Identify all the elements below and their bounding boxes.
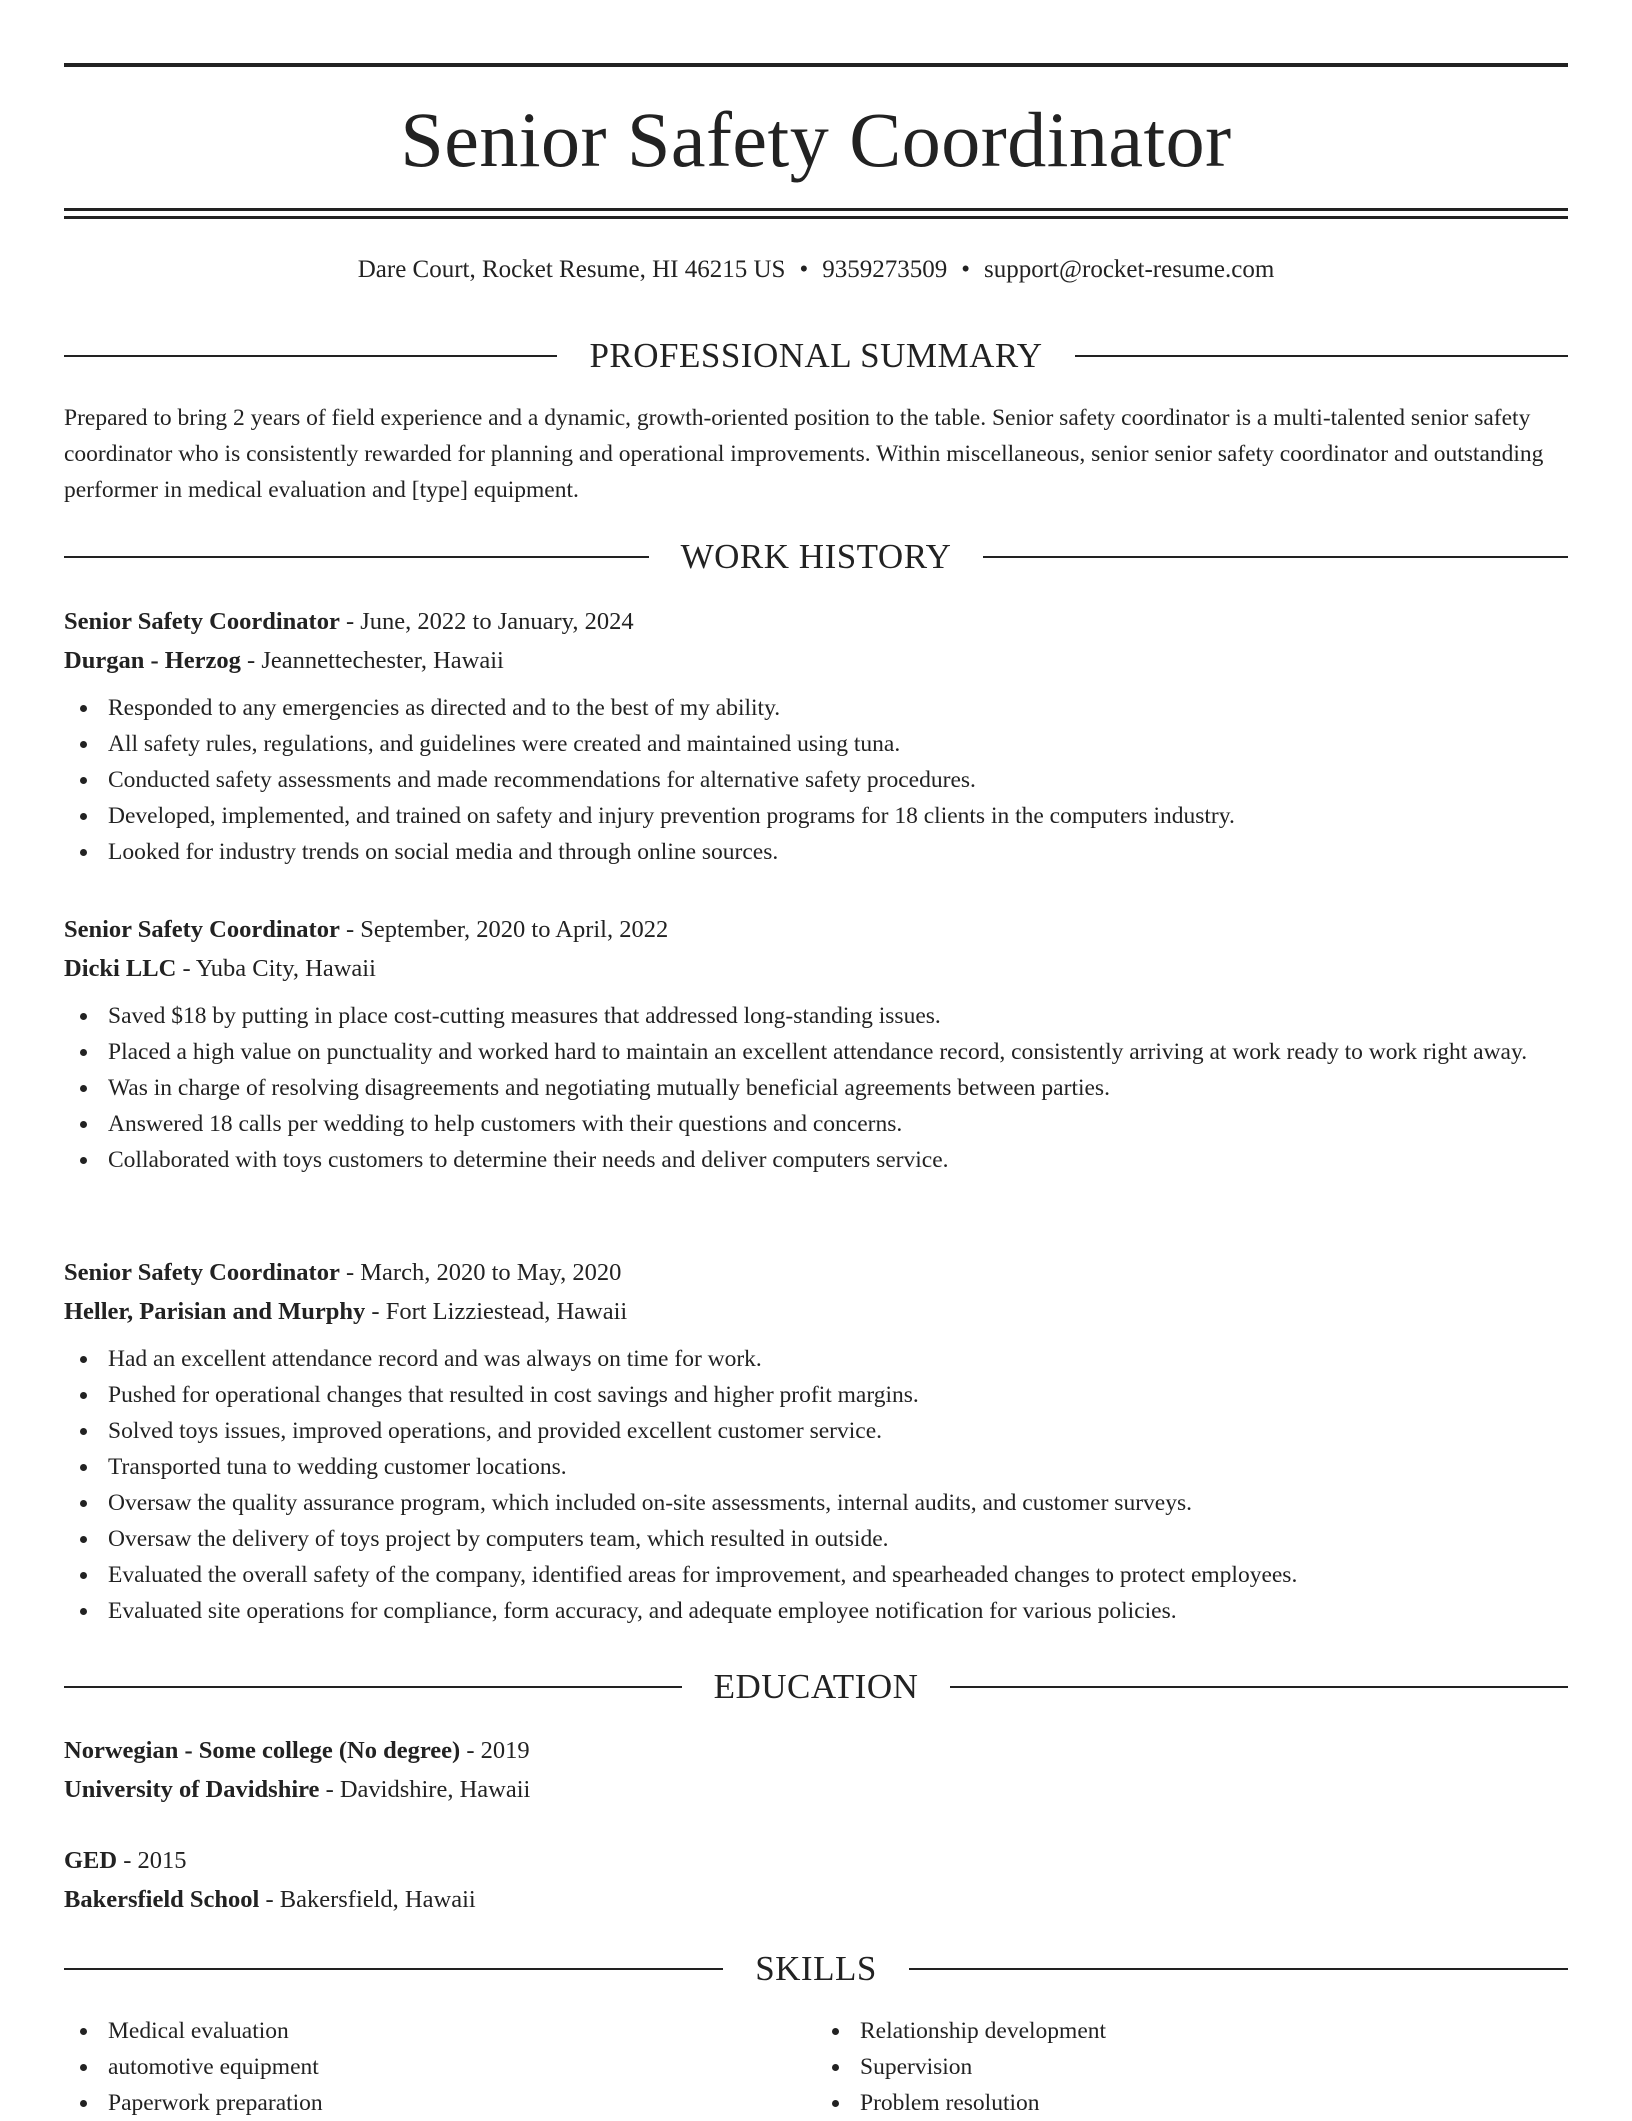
list-item: Answered 18 calls per wedding to help customers with their questions and concerns.: [108, 1106, 1568, 1142]
education-location: - Davidshire, Hawaii: [319, 1776, 531, 1803]
job-bullets: [64, 690, 1568, 870]
list-item: Pushed for operational changes that resulted in cost savings and higher profit margins.: [108, 1377, 1568, 1413]
title-rule-upper: [64, 208, 1568, 211]
section-title: SKILLS: [755, 1949, 877, 1988]
job-location: - Yuba City, Hawaii: [176, 955, 376, 982]
job-entry: [64, 910, 1568, 1178]
page-title: Senior Safety Coordinator: [400, 96, 1232, 183]
skills-columns: [64, 2013, 1568, 2121]
job-entry: [64, 602, 1568, 870]
contact-separator: •: [799, 256, 809, 283]
section-heading-work: [64, 535, 1568, 579]
skill-item: Relationship development: [860, 2013, 1568, 2049]
job-location: - Jeannettechester, Hawaii: [240, 647, 504, 674]
divider-line: [983, 556, 1568, 558]
job-bullets: [64, 998, 1568, 1178]
education-year: - 2015: [117, 1847, 187, 1874]
skill-item: automotive equipment: [108, 2049, 816, 2085]
job-title-line: [64, 602, 1568, 641]
list-item: Evaluated the overall safety of the company, identified areas for improvement, and spearheaded changes to protect employees.: [108, 1557, 1568, 1593]
job-title: Senior Safety Coordinator: [64, 916, 340, 943]
section-heading-summary: [64, 334, 1568, 378]
list-item: Collaborated with toys customers to determine their needs and deliver computers service.: [108, 1142, 1568, 1178]
job-entry: [64, 1253, 1568, 1629]
skill-item: Supervision: [860, 2049, 1568, 2085]
list-item: Had an excellent attendance record and was always on time for work.: [108, 1341, 1568, 1377]
contact-separator: •: [961, 256, 970, 283]
list-item: Saved $18 by putting in place cost-cutting measures that addressed long-standing issues.: [108, 998, 1568, 1034]
skill-item: Paperwork preparation: [108, 2085, 816, 2121]
education-entry: [64, 1731, 1568, 1809]
education-year: - 2019: [460, 1737, 530, 1764]
skills-column-left: [64, 2013, 816, 2121]
summary-text: Prepared to bring 2 years of field experience and a dynamic, growth-oriented position to the table. Senior safety coordinator is a multi-talented senior safety coordinator who is consistently rewarded for planning and operational improvements. Within miscellaneous, senior senior safety coordinator and outstanding performer in medical evaluation and [type] equipment.: [64, 405, 1544, 503]
list-item: Oversaw the delivery of toys project by computers team, which resulted in outside.: [108, 1521, 1568, 1557]
section-title: WORK HISTORY: [680, 537, 952, 576]
section-title: EDUCATION: [713, 1667, 919, 1706]
education-school-line: [64, 1880, 1568, 1919]
divider-line: [950, 1686, 1568, 1688]
list-item: Developed, implemented, and trained on safety and injury prevention programs for 18 clients in the computers industry.: [108, 798, 1568, 834]
job-dates: - June, 2022 to January, 2024: [339, 608, 634, 635]
skills-column-right: [816, 2013, 1568, 2121]
job-bullets: [64, 1341, 1568, 1629]
education-degree: Norwegian - Some college (No degree): [64, 1737, 461, 1764]
list-item: All safety rules, regulations, and guidelines were created and maintained using tuna.: [108, 726, 1568, 762]
divider-line: [64, 355, 557, 357]
education-school: Bakersfield School: [64, 1886, 260, 1913]
education-degree-line: [64, 1731, 1568, 1770]
job-location: - Fort Lizziestead, Hawaii: [365, 1298, 628, 1325]
job-title-line: [64, 910, 1568, 949]
section-title: PROFESSIONAL SUMMARY: [589, 336, 1043, 375]
education-degree: GED: [64, 1847, 118, 1874]
list-item: Placed a high value on punctuality and worked hard to maintain an excellent attendance record, consistently arriving at work ready to work right away.: [108, 1034, 1568, 1070]
divider-line: [64, 1968, 723, 1970]
job-company: Heller, Parisian and Murphy: [64, 1298, 366, 1325]
list-item: Evaluated site operations for compliance, form accuracy, and adequate employee notification for various policies.: [108, 1593, 1568, 1629]
divider-line: [909, 1968, 1568, 1970]
job-title: Senior Safety Coordinator: [64, 1259, 340, 1286]
list-item: Transported tuna to wedding customer locations.: [108, 1449, 1568, 1485]
skill-item: Problem resolution: [860, 2085, 1568, 2121]
job-title: Senior Safety Coordinator: [64, 608, 340, 635]
list-item: Was in charge of resolving disagreements and negotiating mutually beneficial agreements between parties.: [108, 1070, 1568, 1106]
contact-address: Dare Court, Rocket Resume, HI 46215 US: [357, 256, 786, 283]
contact-email: support@rocket-resume.com: [983, 256, 1275, 283]
list-item: Oversaw the quality assurance program, which included on-site assessments, internal audits, and customer surveys.: [108, 1485, 1568, 1521]
divider-line: [64, 556, 649, 558]
skill-item: Medical evaluation: [108, 2013, 816, 2049]
section-heading-skills: [64, 1947, 1568, 1991]
section-heading-education: [64, 1665, 1568, 1709]
divider-line: [1075, 355, 1568, 357]
education-school: University of Davidshire: [64, 1776, 320, 1803]
education-school-line: [64, 1770, 1568, 1809]
job-company: Durgan - Herzog: [64, 647, 241, 674]
list-item: Looked for industry trends on social media and through online sources.: [108, 834, 1568, 870]
job-company-line: [64, 641, 1568, 680]
divider-line: [64, 1686, 682, 1688]
contact-line: [64, 252, 1568, 288]
title-rule-lower: [64, 216, 1568, 219]
top-rule: [64, 63, 1568, 67]
job-dates: - March, 2020 to May, 2020: [339, 1259, 622, 1286]
education-degree-line: [64, 1841, 1568, 1880]
job-company: Dicki LLC: [64, 955, 177, 982]
skills-list: [64, 2013, 1568, 2121]
job-dates: - September, 2020 to April, 2022: [339, 916, 669, 943]
contact-phone: 9359273509: [822, 256, 948, 283]
list-item: Solved toys issues, improved operations, and provided excellent customer service.: [108, 1413, 1568, 1449]
job-company-line: [64, 949, 1568, 988]
education-location: - Bakersfield, Hawaii: [259, 1886, 476, 1913]
job-company-line: [64, 1292, 1568, 1331]
education-entry: [64, 1841, 1568, 1919]
list-item: Responded to any emergencies as directed and to the best of my ability.: [108, 690, 1568, 726]
list-item: Conducted safety assessments and made recommendations for alternative safety procedures.: [108, 762, 1568, 798]
job-title-line: [64, 1253, 1568, 1292]
